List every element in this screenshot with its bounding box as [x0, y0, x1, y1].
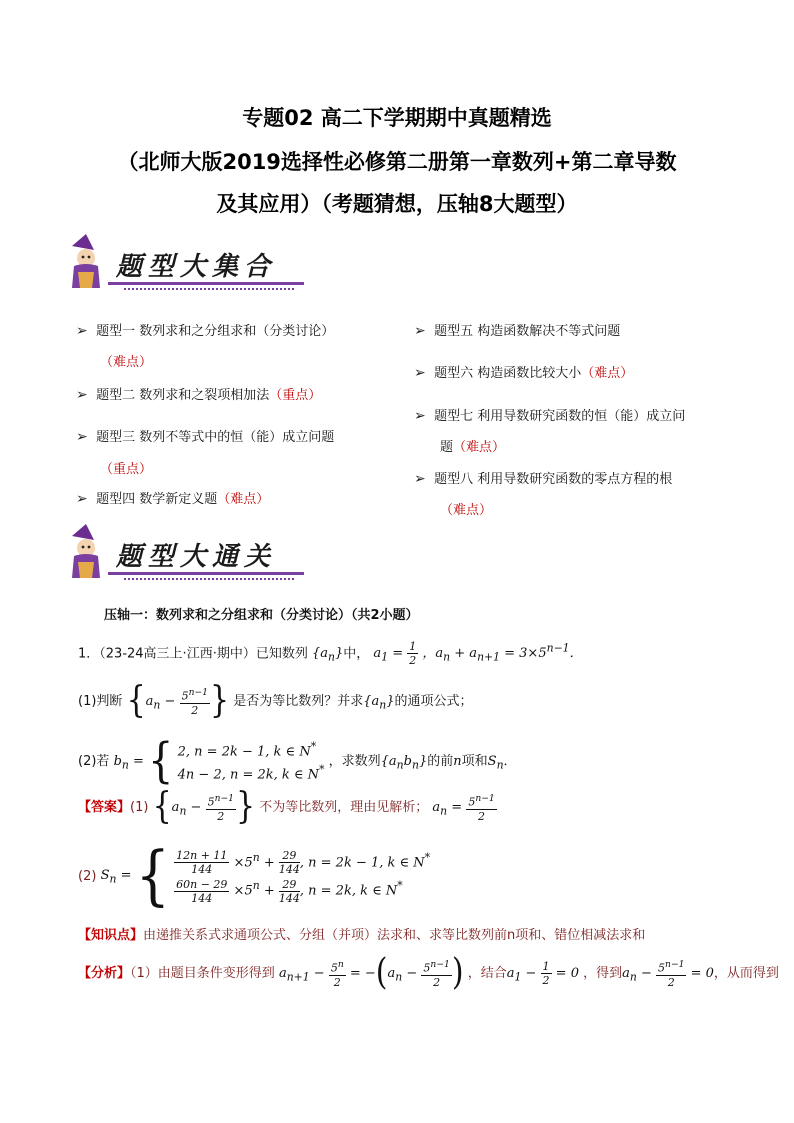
- banner-dotted-line: [124, 288, 294, 292]
- arrow-bullet-icon: ➢: [76, 323, 88, 339]
- topic-item-4[interactable]: ➢ 题型四 数学新定义题（难点）: [76, 491, 270, 507]
- wizard-mascot-icon: [64, 522, 108, 582]
- doc-title-line3: 及其应用）（考题猜想，压轴8大题型）: [216, 192, 578, 216]
- arrow-bullet-icon: ➢: [414, 365, 426, 381]
- section-heading: 压轴一：数列求和之分组求和（分类讨论）（共2小题）: [104, 608, 419, 623]
- topic-item-5[interactable]: ➢ 题型五 构造函数解决不等式问题: [414, 323, 621, 339]
- section-banner-collection: [64, 232, 304, 294]
- topic-item-7[interactable]: ➢ 题型七 利用导数研究函数的恒（能）成立问: [414, 408, 686, 424]
- arrow-bullet-icon: ➢: [76, 387, 88, 403]
- wizard-mascot-icon: [64, 232, 108, 292]
- topic-item-8[interactable]: ➢ 题型八 利用导数研究函数的零点方程的根: [414, 471, 673, 487]
- answer-line1: 【答案】(1) {$a_n$ − $\frac{5^{n-1}}{2}$ } 不为等比数列，理由见解析； $a_n$ = $\frac{5^{n-1}}{2}$: [78, 785, 495, 828]
- topic-item-6[interactable]: ➢ 题型六 构造函数比较大小（难点）: [414, 365, 634, 381]
- knowledge-point: 【知识点】由递推关系式求通项公式、分组（并项）法求和、求等比数列前n项和、错位相减法求和: [78, 928, 646, 943]
- banner-dotted-line: [124, 578, 294, 582]
- topic-item-1[interactable]: ➢ 题型一 数列求和之分组求和（分类讨论）: [76, 323, 335, 339]
- banner-underline: [108, 282, 304, 285]
- topic-item-7-cont: 题（难点）: [440, 440, 506, 455]
- arrow-bullet-icon: ➢: [76, 491, 88, 507]
- banner-title: 题型大集合: [116, 252, 277, 282]
- arrow-bullet-icon: ➢: [76, 429, 88, 445]
- problem-part1: (1)判断 {$a_n$ − $\frac{5^{n-1}}{2}$ } 是否为等比数列？并求$\{a_n\}$的通项公式；: [78, 679, 473, 722]
- problem-intro: 1．（23-24高三上·江西·期中）已知数列 $\{a_n\}$中， $a_1$ = $\frac{1}{2}$ ，$a_n + a_{n+1} = 3\times 5^{n-1}$．: [78, 640, 583, 668]
- topic-item-3[interactable]: ➢ 题型三 数列不等式中的恒（能）成立问题: [76, 429, 335, 445]
- section-banner-practice: [64, 522, 304, 584]
- topic-tag-8: （难点）: [440, 503, 493, 518]
- banner-underline: [108, 572, 304, 575]
- topic-tag-1: （难点）: [100, 355, 153, 370]
- arrow-bullet-icon: ➢: [414, 408, 426, 424]
- arrow-bullet-icon: ➢: [414, 471, 426, 487]
- topic-item-2[interactable]: ➢ 题型二 数列求和之裂项相加法（重点）: [76, 387, 322, 403]
- arrow-bullet-icon: ➢: [414, 323, 426, 339]
- problem-part2: (2)若 $b_n$ = { 2, n = 2k − 1, k ∈ N* 4n − 2, n = 2k, k ∈ N* ，求数列$\{a_nb_n\}$的前n项和$S_n$．: [78, 733, 517, 789]
- answer-line2: (2) $S_n$ = { $\frac{12n + 11}{144}$ $\times 5^n$ + $\frac{29}{144}$ , n = 2k − 1, k ∈ N* $\frac{60n - 29}{144}$ $\times 5^n$ + $\frac{29}{144}$ , n = 2k, k ∈ N*: [78, 837, 431, 914]
- doc-title-line1: 专题02 高二下学期期中真题精选: [242, 106, 552, 130]
- banner-title: 题型大通关: [116, 542, 277, 572]
- analysis: 【分析】（1）由题目条件变形得到 $a_{n+1}$ − $\frac{5^n}{2}$ = $-(a_n$ − $\frac{5^{n-1}}{2}$ ) ，结合$a_1$ − $\frac{1}{2}$ = 0 ，得到$a_n$ − $\frac{5^{n-1}}{2}$ = 0，从而得到: [78, 951, 779, 994]
- doc-title-line2: （北师大版2019选择性必修第二册第一章数列+第二章导数: [117, 150, 677, 174]
- topic-tag-3: （重点）: [100, 462, 153, 477]
